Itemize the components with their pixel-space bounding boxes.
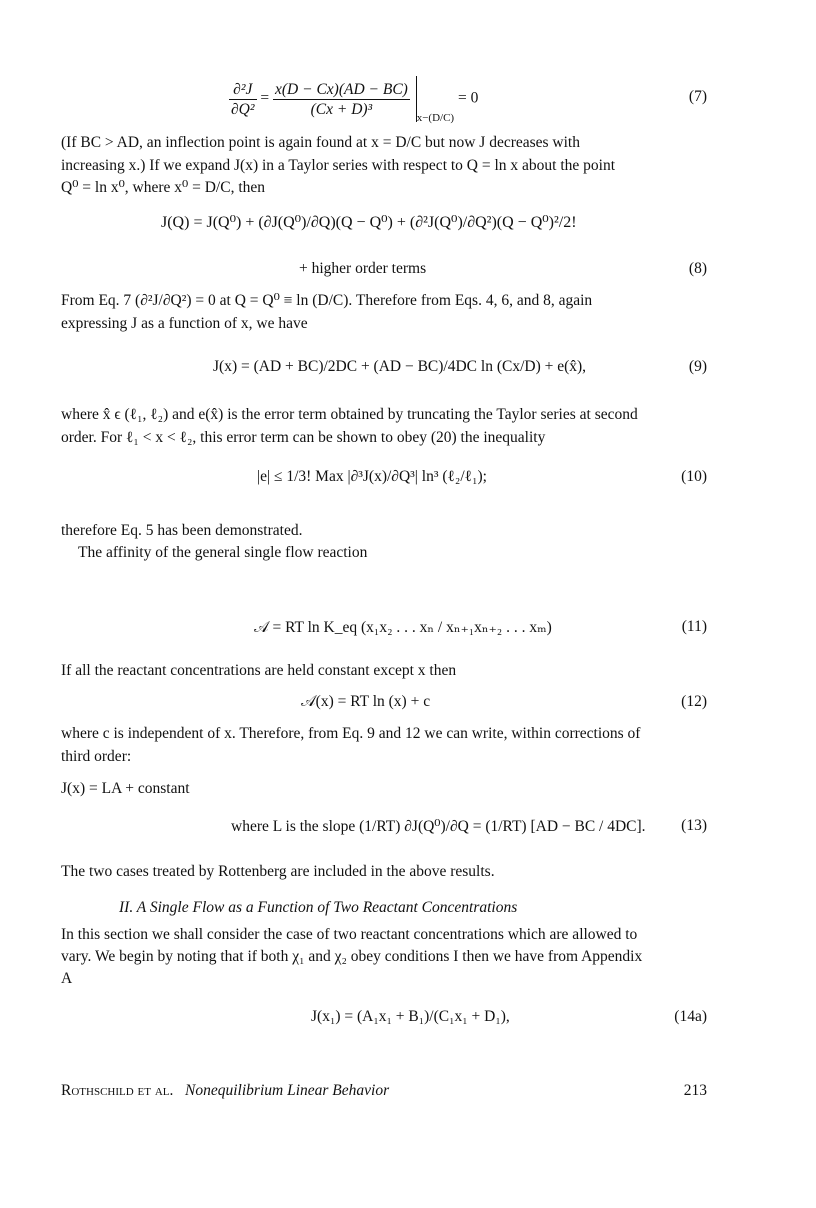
eq9-number: (9) [688,358,707,375]
eq12-number: (12) [681,693,707,710]
p6-line1: If all the reactant concentrations are held constant except x then [61,662,457,679]
footer [61,1082,707,1100]
p9-line2: vary. We begin by noting that if both χ₁ and χ₂ obey conditions I then we have from Appendix [61,948,643,965]
eq7-lhs-den: ∂Q² [231,100,255,118]
section-heading-text: II. A Single Flow as a Function of Two Reactant Concentrations [119,899,518,916]
p7-line1: where c is independent of x. Therefore, from Eq. 9 and 12 we can write, within corrections of [61,725,641,742]
p1-line3: Q⁰ = ln x⁰, where x⁰ = D/C, then [61,179,266,196]
eq10-number: (10) [681,468,707,485]
footer-authors: Rothschild et al. [61,1082,174,1099]
eq7-tail: = 0 [457,89,479,107]
footer-title: Nonequilibrium Linear Behavior [185,1082,390,1099]
eq13-number: (13) [681,817,707,834]
equation-11: 𝒜 = RT ln K_eq (x₁x₂ . . . xₙ / xₙ₊₁xₙ₊₂ . . . xₘ) [254,619,552,636]
p9-line1: In this section we shall consider the case of two reactant concentrations which are allowed to [61,926,638,943]
p9-line3: A [61,970,73,987]
p3-line2: order. For ℓ₁ < x < ℓ₂, this error term can be shown to obey (20) the inequality [61,429,546,446]
equation-7: $\frac{\text{∂²J}}{\text{∂Q²}}$ = $\frac{x(D - Cx)(AD - BC)}{\text{(Cx + D)³}}$ $_{x-(D/C)}$ = 0 [229,76,478,122]
p8-line1: The two cases treated by Rottenberg are included in the above results. [61,863,495,880]
p5-line1: The affinity of the general single flow reaction [78,544,368,561]
equation-12: 𝒜(x) = RT ln (x) + c [301,693,431,710]
equation-10: |e| ≤ 1/3! Max |∂³J(x)/∂Q³| ln³ (ℓ₂/ℓ₁); [257,468,487,485]
eq7-rhs-num: x(D − Cx)(AD − BC) [275,80,408,98]
eq7-eval: x−(D/C) [416,111,455,124]
p4-line1: therefore Eq. 5 has been demonstrated. [61,522,303,539]
p2-line1: From Eq. 7 (∂²J/∂Q²) = 0 at Q = Q⁰ ≡ ln (D/C). Therefore from Eqs. 4, 6, and 8, again [61,292,593,309]
section-heading [119,897,719,919]
eq7-lhs-num: ∂²J [233,80,253,98]
equation-14a: J(x₁) = (A₁x₁ + B₁)/(C₁x₁ + D₁), [311,1008,510,1025]
eq14a-number: (14a) [674,1008,707,1025]
equation-9: J(x) = (AD + BC)/2DC + (AD − BC)/4DC ln (Cx/D) + e(x̂), [213,358,587,375]
page-number: 213 [683,1082,707,1099]
equation-13a: J(x) = LA + constant [61,780,190,797]
eq11-number: (11) [681,618,707,635]
p1-line1: (If BC > AD, an inflection point is again found at x = D/C but now J decreases with [61,134,580,151]
equation-8-line1: J(Q) = J(Q⁰) + (∂J(Q⁰)/∂Q)(Q − Q⁰) + (∂²J(Q⁰)/∂Q²)(Q − Q⁰)²/2! [161,214,577,231]
p3-line1: where x̂ ϵ (ℓ₁, ℓ₂) and e(x̂) is the error term obtained by truncating the Taylor series at second [61,406,638,423]
eq7-number: (7) [688,88,707,105]
p2-line2: expressing J as a function of x, we have [61,315,308,332]
p7-line2: third order: [61,748,132,765]
p1-line2: increasing x.) If we expand J(x) in a Taylor series with respect to Q = ln x about the point [61,157,616,174]
equation-13b: where L is the slope (1/RT) ∂J(Q⁰)/∂Q = (1/RT) [AD − BC / 4DC]. [231,818,646,835]
eq8-number: (8) [688,260,707,277]
equation-8-line2: + higher order terms [299,260,427,277]
eq7-rhs-den: (Cx + D)³ [310,100,373,118]
